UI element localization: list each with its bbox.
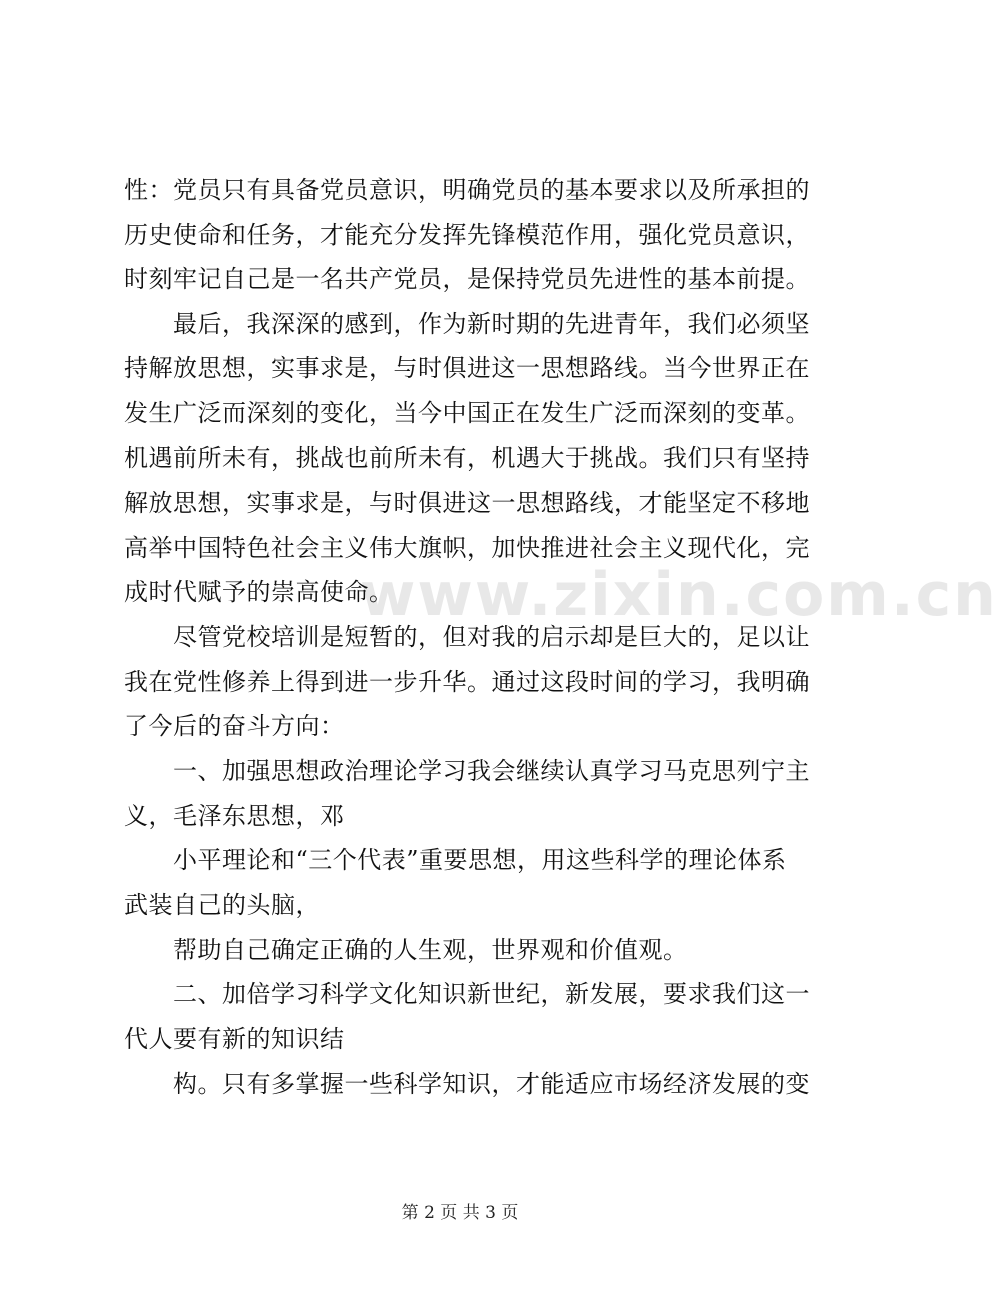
text-line: 尽管党校培训是短暂的，但对我的启示却是巨大的，足以让 bbox=[173, 623, 810, 651]
text-line: 持解放思想，实事求是，与时俱进这一思想路线。当今世界正在 bbox=[124, 354, 810, 382]
text-line: 武装自己的头脑， bbox=[124, 891, 320, 919]
text-line: 时刻牢记自己是一名共产党员，是保持党员先进性的基本前提。 bbox=[124, 265, 810, 293]
text-line: 我在党性修养上得到进一步升华。通过这段时间的学习，我明确 bbox=[124, 668, 810, 696]
text-line: 历史使命和任务，才能充分发挥先锋模范作用，强化党员意识， bbox=[124, 221, 810, 249]
text-line: 义，毛泽东思想，邓 bbox=[124, 802, 345, 830]
text-line: 了今后的奋斗方向： bbox=[124, 712, 345, 740]
text-line: 二、加倍学习科学文化知识新世纪，新发展，要求我们这一 bbox=[173, 980, 810, 1008]
text-line: 机遇前所未有，挑战也前所未有，机遇大于挑战。我们只有坚持 bbox=[124, 444, 810, 472]
text-line: 代人要有新的知识结 bbox=[124, 1025, 345, 1053]
text-line: 构。只有多掌握一些科学知识，才能适应市场经济发展的变 bbox=[173, 1070, 810, 1098]
text-line: 帮助自己确定正确的人生观，世界观和价值观。 bbox=[173, 936, 688, 964]
text-line: 高举中国特色社会主义伟大旗帜，加快推进社会主义现代化，完 bbox=[124, 534, 810, 562]
page-footer: 第 2 页 共 3 页 bbox=[401, 1203, 519, 1223]
text-line: 性：党员只有具备党员意识，明确党员的基本要求以及所承担的 bbox=[124, 176, 810, 204]
text-line: 小平理论和“三个代表”重要思想，用这些科学的理论体系 bbox=[173, 846, 787, 874]
text-line: 一、加强思想政治理论学习我会继续认真学习马克思列宁主 bbox=[173, 757, 810, 785]
watermark: www.zixin.com.cn bbox=[360, 560, 998, 630]
text-line: 发生广泛而深刻的变化，当今中国正在发生广泛而深刻的变革。 bbox=[124, 399, 810, 427]
text-line: 最后，我深深的感到，作为新时期的先进青年，我们必须坚 bbox=[173, 310, 810, 338]
text-line: 成时代赋予的崇高使命。 bbox=[124, 578, 394, 606]
text-line: 解放思想，实事求是，与时俱进这一思想路线，才能坚定不移地 bbox=[124, 489, 810, 517]
